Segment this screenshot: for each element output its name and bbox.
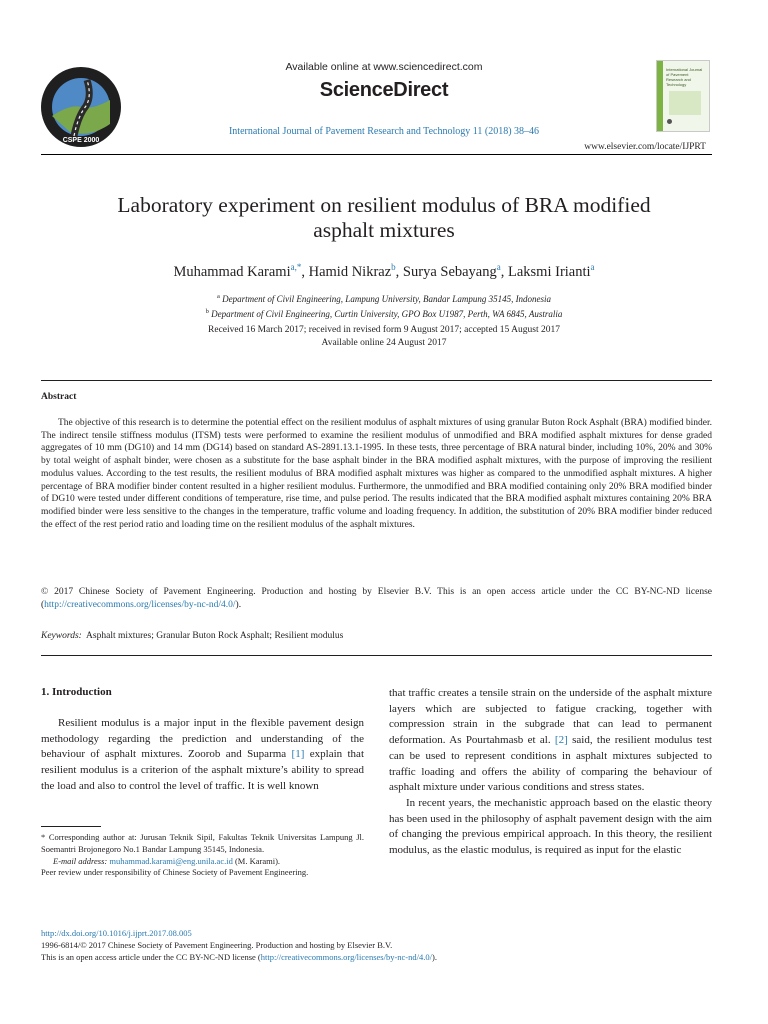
author-name[interactable]: Laksmi Irianti [508, 263, 591, 280]
affiliation-b [60, 306, 708, 321]
peer-review-note: Peer review under responsibility of Chinese Society of Pavement Engineering. [41, 867, 309, 878]
section-heading: 1. Introduction [41, 686, 112, 698]
intro-paragraph-2: In recent years, the mechanistic approach based on the elastic theory has been used in the philosophy of asphalt pavement design with the aim of changing the previous empirical approach. In this theory, the resilient modulus, as the elastic modulus, is required as input for the elastic [389, 796, 712, 857]
received-dates: Received 16 March 2017; received in revised form 9 August 2017; accepted 15 August 2017 [208, 325, 560, 335]
paragraph-text: that traffic creates a tensile strain on the underside of the asphalt mixture layers which are subjected to fatigue cracking, together with compression strain in the subgrade that can lead to permanent deformation. As Pourtahmasb et al. [389, 687, 712, 747]
available-online: Available online at www.sciencedirect.com [285, 61, 483, 73]
author-separator: , [301, 263, 309, 280]
license-link[interactable]: http://creativecommons.org/licenses/by-nc-nd/4.0/ [44, 599, 236, 610]
author-affil-sup[interactable]: a [590, 262, 595, 272]
available-date: Available online 24 August 2017 [321, 338, 447, 348]
sciencedirect-brand[interactable]: ScienceDirect [319, 79, 449, 101]
affiliation-sup: a [216, 293, 220, 300]
abstract-paragraph: The objective of this research is to determine the potential effect on the resilient modulus of asphalt mixtures of using granular Buton Rock Asphalt (BRA) modified binder. The indirect tensile stiffness modulus (ITSM) tests were performed to examine the resilient modulus of unmodified and BRA modified asphalt mixtures for dense graded aggregates of 10 mm (DG10) and 14 mm (DG14) based on standard AS-2891.13.1-1995. In these tests, three percentage of BRA natural binder, including 10%, 20% and 30% by total weight of asphalt binder, were chosen as a substitute for the base asphalt binder in the BRA modified asphalt mixtures, with the purpose of improving the resilient modulus values. According to the test results, the resilient modulus of BRA modified asphalt mixtures was higher as compared to the unmodified asphalt mixtures. A higher percentage of BRA modifier binder content resulted in a higher resilient modulus. Furthermore, the unmodified and BRA modified containing only 20% BRA modified binder of DG10 were tested under different conditions of temperature, rise time, and pulse period. The results indicated that the BRA modified asphalt mixtures containing 20% BRA modified binder were less sensitive to the changes in the temperature, traffic volume and loading frequency. In addition, the substitution of 20% BRA modifier binder reduced the effect of the rest period ratio and loading time on the resilient modulus of the asphalt mixtures. [41, 418, 712, 530]
license-line [41, 952, 721, 964]
author-list [60, 262, 708, 281]
paragraph-text: Resilient modulus is a major input in the flexible pavement design methodology regarding the prediction and understanding of the behaviour of asphalt mixtures. Zoorob and Suparma [41, 717, 364, 761]
author-name[interactable]: Surya Sebayang [402, 263, 497, 280]
affiliation-a [60, 291, 708, 306]
abstract-text [41, 417, 712, 531]
title-line-2: asphalt mixtures [313, 218, 455, 242]
left-column [41, 716, 364, 795]
email-owner: (M. Karami). [234, 855, 281, 866]
copyright-close: ). [235, 599, 242, 610]
article-history [60, 324, 708, 350]
journal-citation[interactable]: International Journal of Pavement Research and Technology 11 (2018) 38–46 [228, 126, 540, 137]
author-affil-sup[interactable]: a [496, 262, 501, 272]
article-title [60, 193, 708, 243]
keywords [41, 631, 343, 641]
right-column [389, 686, 712, 859]
reference-link[interactable]: [1] [291, 748, 305, 761]
author-affil-sup[interactable]: b [391, 262, 396, 272]
abstract-top-rule [41, 380, 712, 381]
affiliation-sup: b [205, 307, 209, 315]
intro-paragraph-1 [41, 716, 364, 795]
affiliation-text: Department of Civil Engineering, Lampung University, Bandar Lampung 35145, Indonesia [222, 294, 552, 304]
reference-link[interactable]: [2] [554, 734, 568, 747]
issn-line: 1996-6814/© 2017 Chinese Society of Pavement Engineering. Production and hosting by Elsevier B.V. [41, 939, 393, 950]
author-separator: , [395, 263, 403, 280]
abstract-bottom-rule [41, 655, 712, 656]
corresponding-author-note: * Corresponding author at: Jurusan Teknik Sipil, Fakultas Teknik Universitas Lampung Jl. Soemantri Brojonegoro No.1 Bandar Lampung 35145, Indonesia. [41, 832, 364, 854]
email-link[interactable]: muhammad.karami@eng.unila.ac.id [109, 855, 233, 866]
cover-title: International Journal of Pavement Research and Technology [666, 67, 703, 87]
author-separator: , [500, 263, 508, 280]
journal-homepage-link[interactable]: www.elsevier.com/locate/IJPRT [584, 142, 706, 152]
author-affil-sup[interactable]: a,* [290, 262, 302, 272]
license-close: ). [432, 951, 437, 962]
abstract-heading: Abstract [41, 392, 77, 402]
logo-text: CSPE 2000 [62, 137, 100, 144]
header-divider [41, 154, 712, 155]
footnote-rule [41, 826, 101, 827]
journal-cover-image [656, 60, 710, 132]
license-text: This is an open access article under the CC BY-NC-ND license ( [41, 951, 261, 962]
email-note [41, 856, 364, 868]
paragraph-text: explain that resilient modulus is a criterion of the asphalt mixture’s ability to spread the load and also to control the level of traffic. It is well known [41, 748, 364, 792]
footer-license-link[interactable]: http://creativecommons.org/licenses/by-nc-nd/4.0/ [260, 951, 432, 962]
affiliations [60, 291, 708, 320]
title-line-1: Laboratory experiment on resilient modulus of BRA modified [117, 193, 651, 217]
keywords-label: Keywords: [41, 631, 82, 641]
author-name[interactable]: Hamid Nikraz [308, 263, 392, 280]
paragraph-text: said, the resilient modulus test can be used to represent conditions in asphalt mixtures subjected to traffic loading and offers the ability of comparing the behaviour of asphalt mixture under various conditions and stress states. [389, 734, 712, 794]
email-label: E-mail address: [53, 855, 108, 866]
affiliation-text: Department of Civil Engineering, Curtin University, GPO Box U1987, Perth, WA 6845, Australia [211, 308, 563, 319]
footnotes [41, 832, 364, 879]
copyright-notice [41, 586, 712, 611]
intro-paragraph-continued [389, 686, 712, 796]
doi-link[interactable]: http://dx.doi.org/10.1016/j.ijprt.2017.08.005 [41, 928, 192, 938]
copyright-text: © 2017 Chinese Society of Pavement Engineering. Production and hosting by Elsevier B.V. This is an open access article under the CC BY-NC-ND license ( [41, 587, 712, 610]
keywords-list: Asphalt mixtures; Granular Buton Rock Asphalt; Resilient modulus [86, 631, 344, 641]
author-name[interactable]: Muhammad Karami [173, 263, 291, 280]
page-footer [41, 928, 721, 963]
